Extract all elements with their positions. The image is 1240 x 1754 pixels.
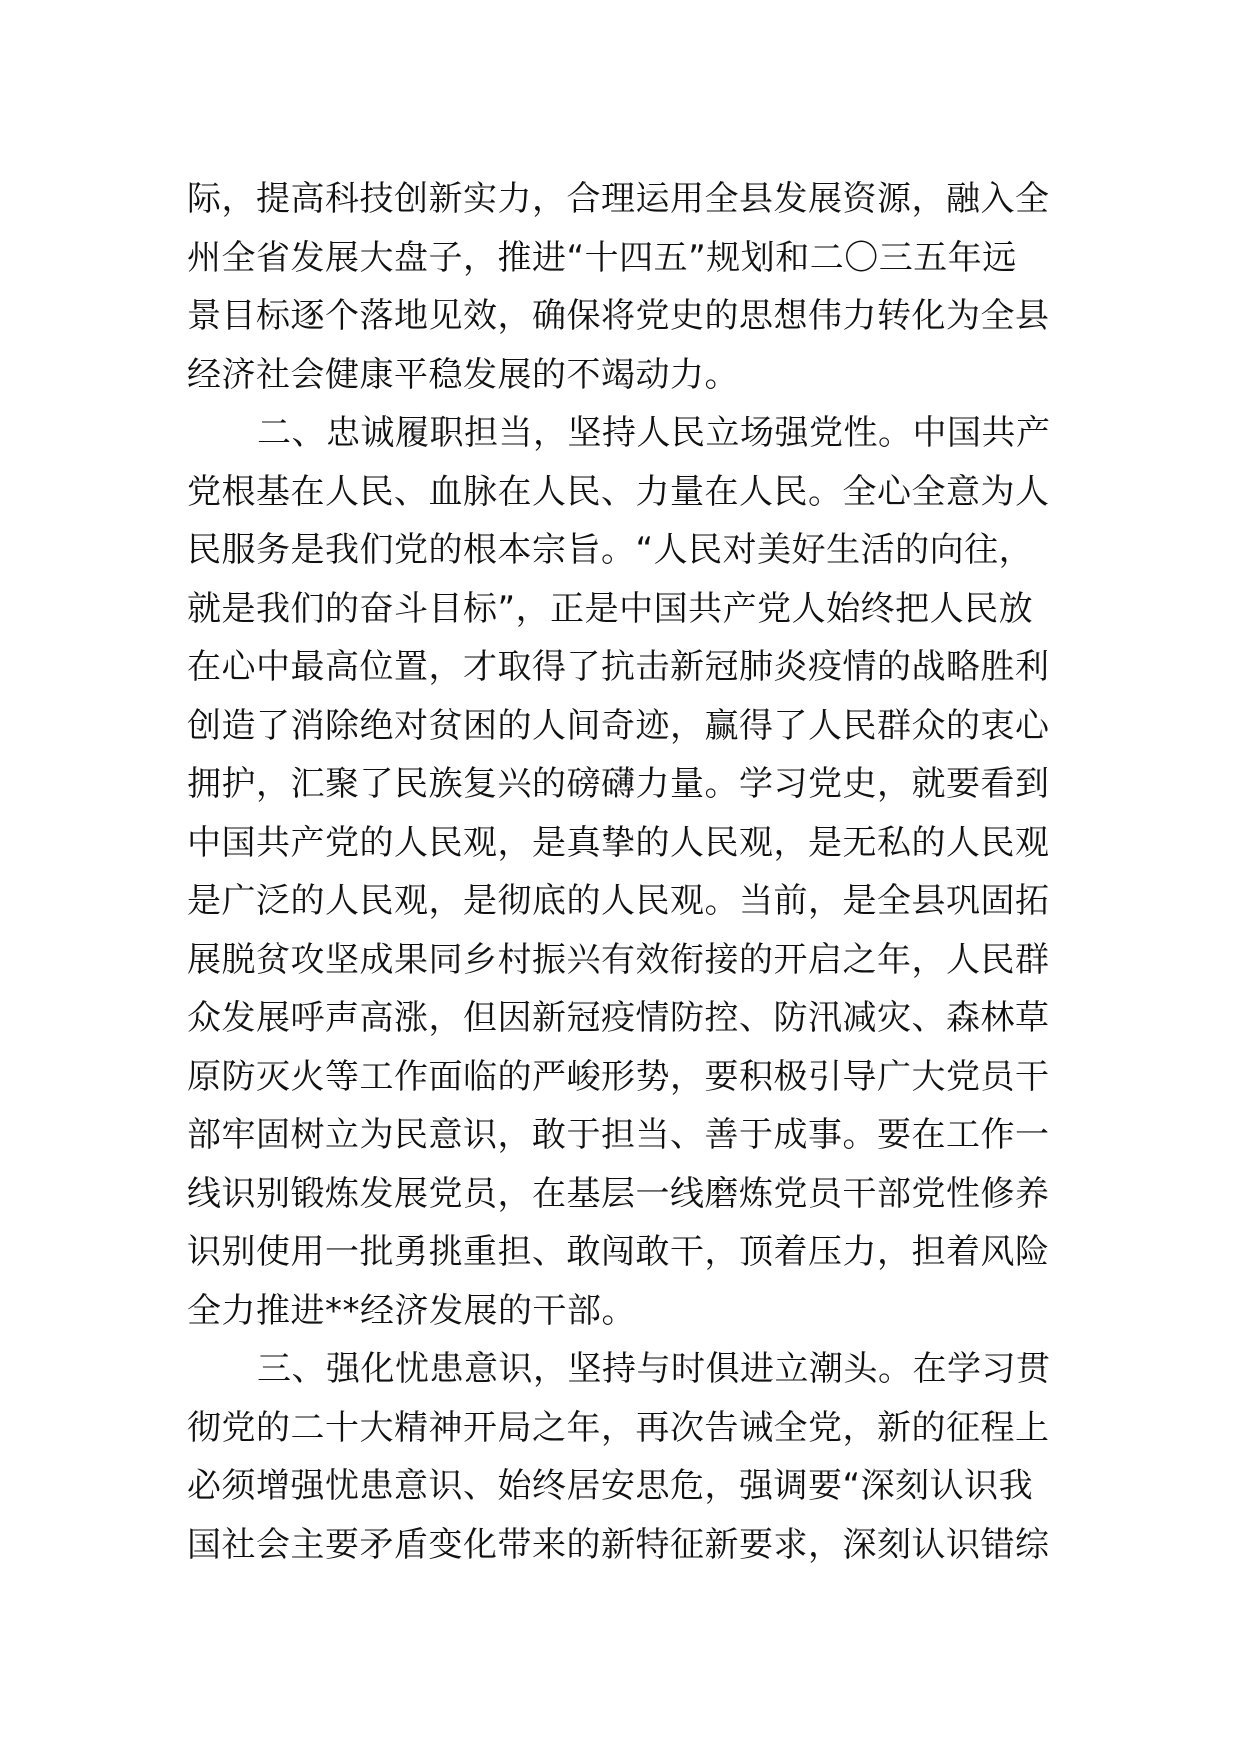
text-line: 线识别锻炼发展党员，在基层一线磨炼党员干部党性修养	[187, 1173, 1050, 1214]
text-line: 识别使用一批勇挑重担、敢闯敢干，顶着压力，担着风险	[187, 1232, 1050, 1272]
text-line: 创造了消除绝对贫困的人间奇迹，赢得了人民群众的衷心	[187, 705, 1050, 746]
section-heading-line: 二、忠诚履职担当，坚持人民立场强党性。中国共产	[257, 413, 1051, 453]
text-line: 就是我们的奋斗目标”，正是中国共产党人始终把人民放	[187, 588, 1034, 629]
text-line: 在心中最高位置，才取得了抗击新冠肺炎疫情的战略胜利	[187, 647, 1050, 687]
text-line: 部牢固树立为民意识，敢于担当、善于成事。要在工作一	[187, 1115, 1050, 1155]
text-line: 经济社会健康平稳发展的不竭动力。	[187, 354, 739, 395]
text-line: 州全省发展大盘子，推进“十四五”规划和二〇三五年远	[187, 237, 1017, 278]
body-text	[187, 170, 1067, 1574]
text-line: 展脱贫攻坚成果同乡村振兴有效衔接的开启之年，人民群	[187, 939, 1050, 980]
text-line: 党根基在人民、血脉在人民、力量在人民。全心全意为人	[187, 471, 1050, 512]
text-line: 众发展呼声高涨，但因新冠疫情防控、防汛减灾、森林草	[187, 998, 1050, 1038]
text-line: 际，提高科技创新实力，合理运用全县发展资源，融入全	[187, 179, 1050, 219]
text-line: 国社会主要矛盾变化带来的新特征新要求，深刻认识错综	[187, 1524, 1050, 1565]
text-line: 原防灭火等工作面临的严峻形势，要积极引导广大党员干	[187, 1056, 1050, 1097]
text-line: 中国共产党的人民观，是真挚的人民观，是无私的人民观	[187, 822, 1050, 863]
text-line: 彻党的二十大精神开局之年，再次告诫全党，新的征程上	[187, 1407, 1050, 1448]
section-heading-line: 三、强化忧患意识，坚持与时俱进立潮头。在学习贯	[257, 1349, 1051, 1389]
text-line: 是广泛的人民观，是彻底的人民观。当前，是全县巩固拓	[187, 881, 1050, 921]
text-line: 必须增强忧患意识、始终居安思危，强调要“深刻认识我	[187, 1466, 1034, 1506]
text-line: 全力推进**经济发展的干部。	[187, 1290, 636, 1331]
text-line: 景目标逐个落地见效，确保将党史的思想伟力转化为全县	[187, 296, 1050, 336]
text-line: 民服务是我们党的根本宗旨。“人民对美好生活的向往，	[187, 530, 1034, 570]
text-line: 拥护，汇聚了民族复兴的磅礴力量。学习党史，就要看到	[187, 764, 1050, 804]
